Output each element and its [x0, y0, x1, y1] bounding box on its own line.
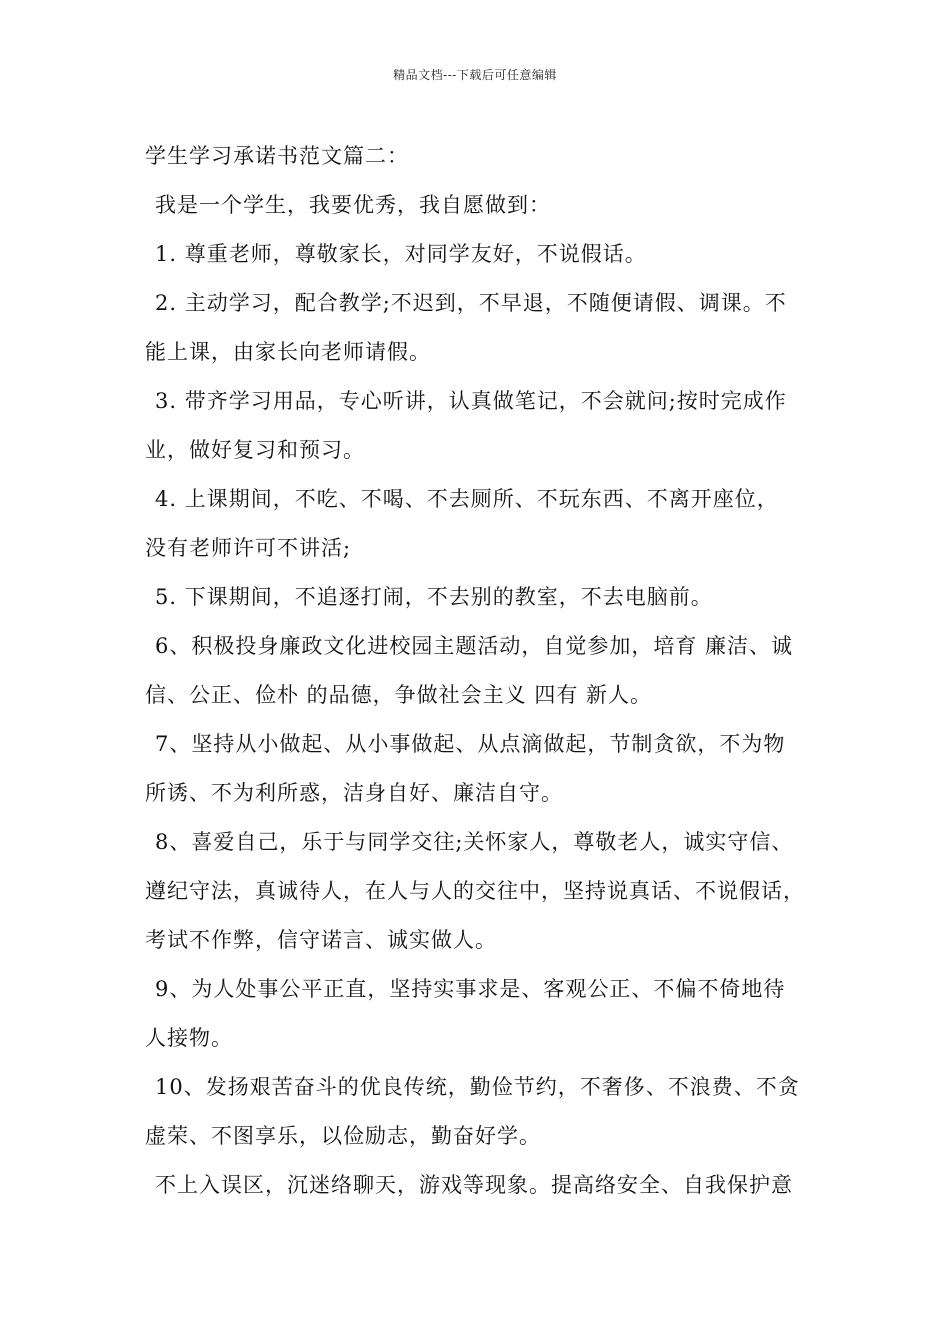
- text-line: 业，做好复习和预习。: [145, 438, 365, 462]
- text-line: 6、积极投身廉政文化进校园主题活动，自觉参加，培育 廉洁、诚: [155, 634, 794, 658]
- text-line: 1. 尊重老师，尊敬家长，对同学友好，不说假话。: [155, 242, 647, 266]
- text-line: 没有老师许可不讲活;: [145, 536, 352, 560]
- text-line: 所诱、不为利所惑，洁身自好、廉洁自守。: [145, 781, 563, 805]
- document-body: [145, 132, 825, 1210]
- text-line: 5. 下课期间，不追逐打闹，不去别的教室，不去电脑前。: [155, 585, 713, 609]
- page-header: 精品文档---下载后可任意编辑: [393, 68, 557, 82]
- text-line: 我是一个学生，我要优秀，我自愿做到：: [155, 193, 551, 217]
- text-line: 能上课，由家长向老师请假。: [145, 340, 431, 364]
- text-line: 8、喜爱自己，乐于与同学交往;关怀家人，尊敬老人，诚实守信、: [155, 830, 794, 854]
- text-line: 信、公正、俭朴 的品德，争做社会主义 四有 新人。: [145, 683, 653, 707]
- text-line: 2. 主动学习，配合教学;不迟到，不早退，不随便请假、调课。不: [155, 291, 787, 315]
- text-line: 虚荣、不图享乐，以俭励志，勤奋好学。: [145, 1124, 541, 1148]
- text-line: 10、发扬艰苦奋斗的优良传统，勤俭节约，不奢侈、不浪费、不贪: [155, 1075, 800, 1099]
- text-line: 9、为人处事公平正直，坚持实事求是、客观公正、不偏不倚地待: [155, 977, 786, 1001]
- text-line: 人接物。: [145, 1026, 233, 1050]
- text-line: 考试不作弊，信守诺言、诚实做人。: [145, 928, 497, 952]
- text-line: 3. 带齐学习用品，专心听讲，认真做笔记，不会就问;按时完成作: [155, 389, 787, 413]
- text-line: 4. 上课期间，不吃、不喝、不去厕所、不玩东西、不离开座位，: [155, 487, 779, 511]
- text-line: 不上入误区，沉迷络聊天，游戏等现象。提高络安全、自我保护意: [155, 1173, 793, 1197]
- text-line: 学生学习承诺书范文篇二：: [145, 144, 409, 168]
- text-line: 7、坚持从小做起、从小事做起、从点滴做起，节制贪欲，不为物: [155, 732, 786, 756]
- text-line: 遵纪守法，真诚待人，在人与人的交往中，坚持说真话、不说假话，: [145, 879, 805, 903]
